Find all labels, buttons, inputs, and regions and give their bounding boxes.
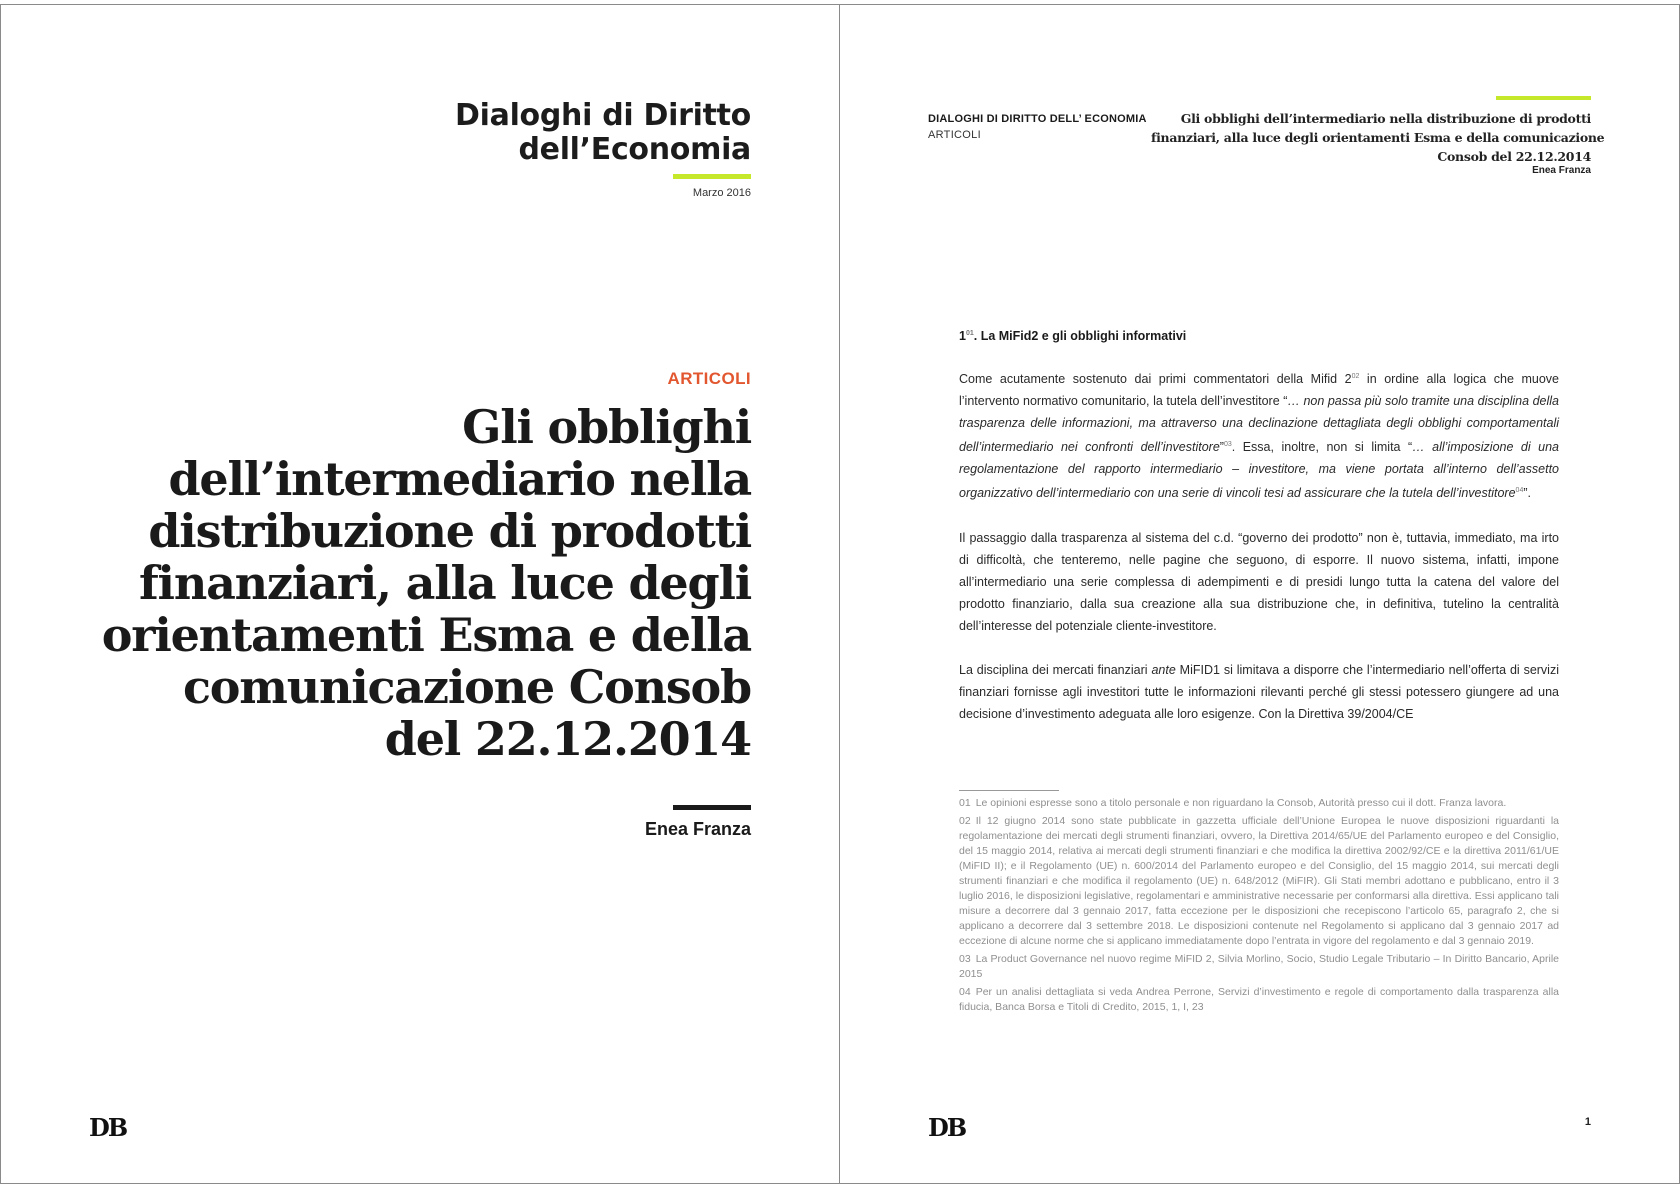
page-number: 1 bbox=[1584, 1116, 1591, 1128]
footnote-number: 02 bbox=[959, 815, 971, 827]
running-head-title-line: Gli obblighi dell’intermediario nella distribuzione di prodotti bbox=[1180, 111, 1591, 126]
footnote bbox=[959, 814, 1559, 949]
issue-date: Marzo 2016 bbox=[692, 187, 751, 199]
paragraph-2: Il passaggio dalla trasparenza al sistema del c.d. “governo dei prodotto” non è, tuttavia, immediato, ma irto di difficoltà, che tenteremo, nelle pagine che seguono, di esporre. Il nuovo sistema, infatti, impone all’intermediario una serie complessa di adempimenti e di presidi lungo tutta la catena del valore del prodotto finanziario, dalla sua creazione alla sua distribuzione che, in definitiva, tutelino la centralità dell’interesse del potenziale cliente-investitore. bbox=[959, 530, 1559, 633]
heading-number: 1 bbox=[959, 329, 966, 344]
footnote-separator bbox=[959, 790, 1059, 791]
running-head-title bbox=[1151, 109, 1605, 166]
text-run: ”. bbox=[1523, 486, 1531, 501]
running-head-accent-bar bbox=[1496, 96, 1591, 100]
footnote-ref[interactable]: 03 bbox=[1223, 441, 1232, 449]
footnote bbox=[959, 796, 1559, 811]
footnote-number: 04 bbox=[959, 986, 971, 998]
author-divider bbox=[673, 805, 751, 810]
footnote-ref[interactable]: 04 bbox=[1515, 487, 1524, 495]
journal-title bbox=[455, 99, 751, 167]
journal-title-line: Dialoghi di Diritto bbox=[455, 98, 751, 133]
footnote-ref[interactable]: 02 bbox=[1351, 373, 1360, 381]
text-run: in ordine alla logica che muove l’intervento normativo comunitario, la tutela dell’investitore “ bbox=[959, 372, 1559, 409]
footnote-text: Il 12 giugno 2014 sono state pubblicate in gazzetta ufficiale dell’Unione Europea le nuove disposizioni riguardanti la regolamentazione dei mercati degli strumenti finanziari, ovvero, la Direttiva 2014/65/UE del Parlamento europeo e del Consiglio, del 15 maggio 2014, relativa ai mercati degli strumenti finanziari e che modifica la direttiva 2002/92/CE e la direttiva 2011/61/UE (MiFID II); e il Regolamento (UE) n. 600/2014 del Parlamento europeo e del Consiglio, del 15 maggio 2014, sui mercati degli strumenti finanziari e che modifica il regolamento (UE) n. 648/2012 (MiFIR). Gli Stati membri adottano e pubblicano, entro il 3 luglio 2016, le disposizioni legislative, regolamentari e amministrative necessarie per conformarsi alla direttiva. Essi applicano tali misure a decorrere dal 3 gennaio 2017, fatta eccezione per le disposizioni che recepiscono l’articolo 65, paragrafo 2, che si applicano a decorrere dal 3 settembre 2018. Le disposizioni contenute nel Regolamento si applicano dal 3 gennaio 2017 ad eccezione di alcune norme che si applicano immediatamente dopo l’entrata in vigore del regolamento e dal 3 gennaio 2019. bbox=[959, 815, 1559, 947]
italic-term: ante bbox=[1151, 662, 1176, 677]
footnotes bbox=[959, 796, 1559, 1018]
article-body bbox=[959, 323, 1559, 747]
running-head-author: Enea Franza bbox=[1532, 165, 1591, 176]
article-page bbox=[840, 4, 1680, 1184]
accent-bar bbox=[673, 174, 751, 179]
footnote-text: Le opinioni espresse sono a titolo personale e non riguardano la Consob, Autorità presso cui il dott. Franza lavora. bbox=[975, 797, 1507, 809]
article-title-line: del 22.12.2014 bbox=[384, 712, 751, 766]
text-run: MiFID1 si limitava a disporre che l’intermediario nell’offerta di servizi finanziari fornisse agli investitori tutte le informazioni rilevanti perché gli stessi potessero giungere ad una decisione d’investimento adeguata alle loro esigenze. Con la Direttiva 39/2004/CE bbox=[959, 662, 1559, 721]
author-name: Enea Franza bbox=[644, 819, 751, 839]
journal-title-line: dell’Economia bbox=[518, 132, 751, 167]
db-logo: DB bbox=[928, 1113, 966, 1142]
footnote-ref[interactable]: 01 bbox=[965, 330, 974, 337]
heading-text: . La MiFid2 e gli obblighi informativi bbox=[973, 329, 1187, 344]
running-head-section: ARTICOLI bbox=[928, 129, 981, 141]
section-heading bbox=[959, 323, 1559, 347]
article-title-line: Gli obblighi bbox=[462, 400, 751, 454]
running-head-title-line: finanziari, alla luce degli orientamenti Esma e della comunicazione bbox=[1151, 130, 1605, 145]
article-title-line: orientamenti Esma e della bbox=[101, 608, 751, 662]
paragraph-1 bbox=[959, 366, 1559, 504]
article-title-line: dell’intermediario nella bbox=[168, 452, 751, 506]
footnote bbox=[959, 985, 1559, 1015]
text-run: . Essa, inoltre, non si limita “ bbox=[1231, 440, 1413, 455]
article-title bbox=[91, 401, 751, 765]
paragraph-3 bbox=[959, 659, 1559, 725]
article-title-line: comunicazione Consob bbox=[182, 660, 751, 714]
article-title-line: distribuzione di prodotti bbox=[148, 504, 751, 558]
footnote-text: La Product Governance nel nuovo regime MiFID 2, Silvia Morlino, Socio, Studio Legale Tributario – In Diritto Bancario, Aprile 2015 bbox=[959, 953, 1559, 980]
running-head-title-line: Consob del 22.12.2014 bbox=[1437, 149, 1591, 164]
footnote-text: Per un analisi dettagliata si veda Andrea Perrone, Servizi d’investimento e regole di comportamento dalla trasparenza alla fiducia, Banca Borsa e Titoli di Credito, 2015, 1, I, 23 bbox=[959, 986, 1559, 1013]
quotation: … all’imposizione di una regolamentazione del rapporto intermediario – investitore, ma viene portata all’interno dell’assetto organizzativo dell’intermediario con una serie di vincoli tesi ad assicurare che la tutela dell’investitore bbox=[959, 440, 1559, 501]
section-tag: ARTICOLI bbox=[667, 369, 751, 388]
text-run: ” bbox=[1219, 440, 1224, 455]
text-run: La disciplina dei mercati finanziari bbox=[959, 662, 1152, 677]
db-logo: DB bbox=[89, 1113, 127, 1142]
quotation: … non passa più solo tramite una disciplina della trasparenza delle informazioni, ma attraverso una declinazione dettagliata degli obblighi comportamentali dell’intermediario nei confronti dell’investitore bbox=[959, 394, 1559, 455]
footnote-number: 03 bbox=[959, 953, 971, 965]
footnote-number: 01 bbox=[959, 797, 971, 809]
running-head-journal: DIALOGHI DI DIRITTO DELL’ ECONOMIA bbox=[928, 113, 1147, 125]
article-title-line: finanziari, alla luce degli bbox=[138, 556, 751, 610]
cover-page bbox=[0, 4, 840, 1184]
text-run: Come acutamente sostenuto dai primi commentatori della Mifid 2 bbox=[959, 372, 1352, 387]
footnote bbox=[959, 952, 1559, 982]
